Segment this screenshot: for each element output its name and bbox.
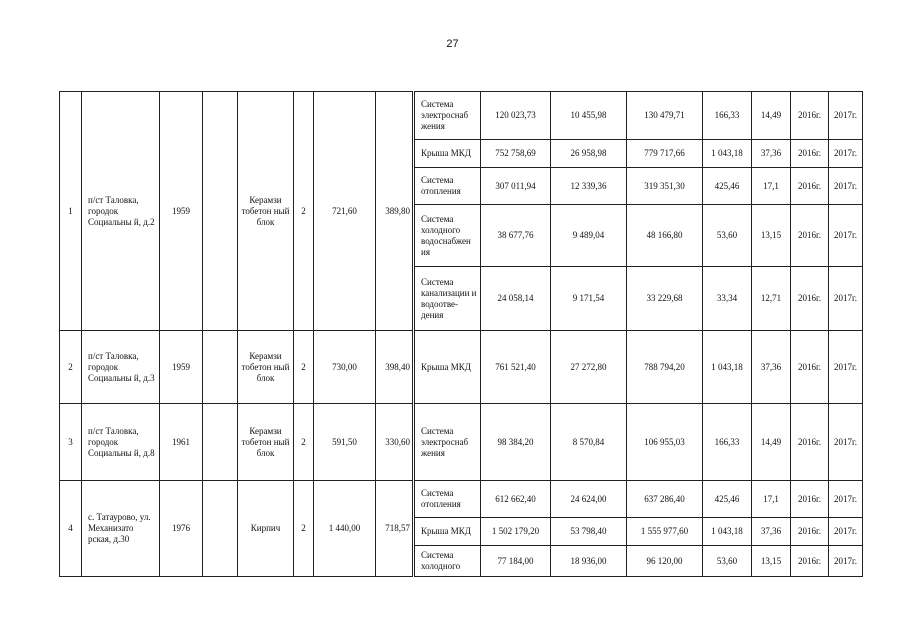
end-year: 2017г. (829, 331, 863, 404)
unit-cost: 166,33 (703, 92, 752, 140)
repair-system: Система холодного (414, 546, 481, 577)
cost-total: 106 955,03 (627, 404, 703, 481)
repair-system: Система электроснаб жения (414, 404, 481, 481)
limit-cost: 12,71 (752, 267, 791, 331)
capital-repair-table (59, 91, 863, 577)
cost-total: 637 286,40 (627, 481, 703, 518)
repair-system: Крыша МКД (414, 331, 481, 404)
repair-system: Система канализации и водоотве-дения (414, 267, 481, 331)
repair-system: Система отопления (414, 481, 481, 518)
repair-system: Система электроснаб жения (414, 92, 481, 140)
cost-main: 612 662,40 (481, 481, 551, 518)
cost-total: 1 555 977,60 (627, 518, 703, 546)
cost-total: 779 717,66 (627, 140, 703, 168)
unit-cost: 1 043,18 (703, 140, 752, 168)
cost-other: 9 489,04 (551, 205, 627, 267)
end-year: 2017г. (829, 140, 863, 168)
cost-main: 761 521,40 (481, 331, 551, 404)
limit-cost: 13,15 (752, 546, 791, 577)
row-number: 4 (60, 481, 82, 577)
unit-cost: 53,60 (703, 205, 752, 267)
row-number: 2 (60, 331, 82, 404)
cost-other: 10 455,98 (551, 92, 627, 140)
cost-main: 307 011,94 (481, 168, 551, 205)
build-year: 1976 (160, 481, 203, 577)
start-year: 2016г. (791, 331, 829, 404)
cost-other: 12 339,36 (551, 168, 627, 205)
limit-cost: 37,36 (752, 518, 791, 546)
house-address: п/ст Таловка, городок Социальны й, д.8 (82, 404, 160, 481)
cost-other: 26 958,98 (551, 140, 627, 168)
limit-cost: 37,36 (752, 140, 791, 168)
start-year: 2016г. (791, 168, 829, 205)
limit-cost: 17,1 (752, 481, 791, 518)
cost-other: 9 171,54 (551, 267, 627, 331)
limit-cost: 13,15 (752, 205, 791, 267)
end-year: 2017г. (829, 92, 863, 140)
cost-total: 33 229,68 (627, 267, 703, 331)
cost-total: 319 351,30 (627, 168, 703, 205)
unit-cost: 53,60 (703, 546, 752, 577)
limit-cost: 14,49 (752, 404, 791, 481)
unit-cost: 1 043,18 (703, 518, 752, 546)
cost-other: 53 798,40 (551, 518, 627, 546)
end-year: 2017г. (829, 168, 863, 205)
total-area: 1 440,00 (314, 481, 376, 577)
cost-main: 98 384,20 (481, 404, 551, 481)
total-area: 730,00 (314, 331, 376, 404)
start-year: 2016г. (791, 481, 829, 518)
cost-main: 120 023,73 (481, 92, 551, 140)
cost-other: 8 570,84 (551, 404, 627, 481)
cost-total: 48 166,80 (627, 205, 703, 267)
cost-main: 752 758,69 (481, 140, 551, 168)
cost-other: 27 272,80 (551, 331, 627, 404)
page-number: 27 (446, 38, 459, 50)
build-year: 1959 (160, 331, 203, 404)
table-row (60, 331, 863, 404)
unit-cost: 33,34 (703, 267, 752, 331)
wall-material: Керамзи тобетон ный блок (238, 331, 294, 404)
living-area: 718,57 (376, 481, 414, 577)
limit-cost: 14,49 (752, 92, 791, 140)
start-year: 2016г. (791, 205, 829, 267)
row-number: 1 (60, 92, 82, 331)
end-year: 2017г. (829, 205, 863, 267)
house-address: п/ст Таловка, городок Социальны й, д.2 (82, 92, 160, 331)
total-area: 591,50 (314, 404, 376, 481)
limit-cost: 37,36 (752, 331, 791, 404)
start-year: 2016г. (791, 518, 829, 546)
cost-other: 24 624,00 (551, 481, 627, 518)
start-year: 2016г. (791, 546, 829, 577)
living-area: 389,80 (376, 92, 414, 331)
end-year: 2017г. (829, 267, 863, 331)
cost-total: 788 794,20 (627, 331, 703, 404)
empty-cell (203, 331, 238, 404)
start-year: 2016г. (791, 92, 829, 140)
house-address: п/ст Таловка, городок Социальны й, д.3 (82, 331, 160, 404)
start-year: 2016г. (791, 404, 829, 481)
cost-other: 18 936,00 (551, 546, 627, 577)
end-year: 2017г. (829, 546, 863, 577)
floors-count: 2 (294, 481, 314, 577)
table-row (60, 404, 863, 481)
repair-system: Система холодного водоснабжен ия (414, 205, 481, 267)
floors-count: 2 (294, 404, 314, 481)
end-year: 2017г. (829, 518, 863, 546)
floors-count: 2 (294, 92, 314, 331)
repair-system: Система отопления (414, 168, 481, 205)
end-year: 2017г. (829, 404, 863, 481)
total-area: 721,60 (314, 92, 376, 331)
wall-material: Керамзи тобетон ный блок (238, 92, 294, 331)
build-year: 1959 (160, 92, 203, 331)
start-year: 2016г. (791, 140, 829, 168)
unit-cost: 1 043,18 (703, 331, 752, 404)
cost-total: 130 479,71 (627, 92, 703, 140)
unit-cost: 166,33 (703, 404, 752, 481)
cost-total: 96 120,00 (627, 546, 703, 577)
limit-cost: 17,1 (752, 168, 791, 205)
empty-cell (203, 404, 238, 481)
end-year: 2017г. (829, 481, 863, 518)
repair-system: Крыша МКД (414, 518, 481, 546)
build-year: 1961 (160, 404, 203, 481)
cost-main: 77 184,00 (481, 546, 551, 577)
table-row (60, 92, 863, 140)
wall-material: Кирпич (238, 481, 294, 577)
table-row (60, 481, 863, 518)
start-year: 2016г. (791, 267, 829, 331)
living-area: 398,40 (376, 331, 414, 404)
cost-main: 24 058,14 (481, 267, 551, 331)
unit-cost: 425,46 (703, 168, 752, 205)
cost-main: 1 502 179,20 (481, 518, 551, 546)
empty-cell (203, 481, 238, 577)
cost-main: 38 677,76 (481, 205, 551, 267)
floors-count: 2 (294, 331, 314, 404)
wall-material: Керамзи тобетон ный блок (238, 404, 294, 481)
repair-system: Крыша МКД (414, 140, 481, 168)
empty-cell (203, 92, 238, 331)
unit-cost: 425,46 (703, 481, 752, 518)
row-number: 3 (60, 404, 82, 481)
house-address: с. Татаурово, ул. Механизато рская, д.30 (82, 481, 160, 577)
living-area: 330,60 (376, 404, 414, 481)
